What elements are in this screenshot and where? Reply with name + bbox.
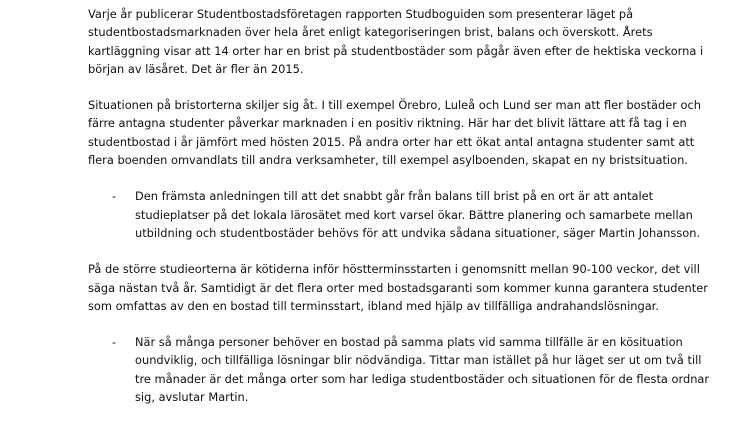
- quote-dash: -: [112, 335, 117, 350]
- text-line: studentbostad i år jämfört med hösten 2015. På andra orter har ett ökat antal antagna studenter samt att: [88, 134, 695, 149]
- quote-dash: -: [112, 189, 117, 204]
- quote-block-1: [88, 187, 701, 242]
- paragraph-queue-times: [88, 260, 708, 315]
- text-line: Situationen på bristorterna skiljer sig åt. I till exempel Örebro, Luleå och Lund ser man att fler bostäder och: [88, 98, 702, 113]
- text-line: När så många personer behöver en bostad på samma plats vid samma tillfälle är en kösituation: [135, 335, 683, 350]
- text-line: färre antagna studenter påverkar marknaden i en positiv riktning. Här har det blivit lättare att få tag i en: [88, 116, 687, 131]
- paragraph-situation: [88, 96, 702, 169]
- text-line: flera boenden omvandlats till andra verksamheter, till exempel asylboenden, skapat en ny bristsituation.: [88, 153, 688, 168]
- document-body: [88, 5, 710, 424]
- text-line: kartläggning visar att 14 orter har en brist på studentbostäder som pågår även efter de hektiska veckorna i: [88, 43, 704, 58]
- text-line: studentbostadsmarknaden över hela året enligt kategoriseringen brist, balans och överskott. Årets: [88, 25, 653, 40]
- text-line: Den främsta anledningen till att det snabbt går från balans till brist på en ort är att antalet: [135, 189, 654, 204]
- paragraph-intro: [88, 5, 704, 78]
- quote-text: [135, 187, 701, 242]
- text-line: utbildning och studentbostäder behövs för att undvika sådana situationer, säger Martin Johansson.: [135, 225, 701, 240]
- text-line: som omfattas av den en bostad till terminsstart, ibland med hjälp av tillfälliga andrahandslösningar.: [88, 298, 659, 313]
- quote-block-2: [88, 333, 710, 406]
- text-line: sig, avslutar Martin.: [135, 390, 249, 405]
- quote-text: [135, 333, 710, 406]
- text-line: början av läsåret. Det är fler än 2015.: [88, 61, 304, 76]
- text-line: Varje år publicerar Studentbostadsföretagen rapporten Studboguiden som presenterar läget på: [88, 7, 634, 21]
- text-line: oundviklig, och tillfälliga lösningar blir nödvändiga. Tittar man istället på hur läget ser ut om två till: [135, 353, 702, 368]
- text-line: säga nästan två år. Samtidigt är det flera orter med bostadsgaranti som kommer kunna garantera studenter: [88, 280, 708, 295]
- text-line: tre månader är det många orter som har lediga studentbostäder och situationen för de flesta ordnar: [135, 371, 710, 386]
- text-line: studieplatser på det lokala lärosätet med kort varsel ökar. Bättre planering och samarbete mellan: [135, 207, 693, 222]
- text-line: På de större studieorterna är kötiderna inför höstterminsstarten i genomsnitt mellan 90-100 veckor, det vill: [88, 262, 700, 277]
